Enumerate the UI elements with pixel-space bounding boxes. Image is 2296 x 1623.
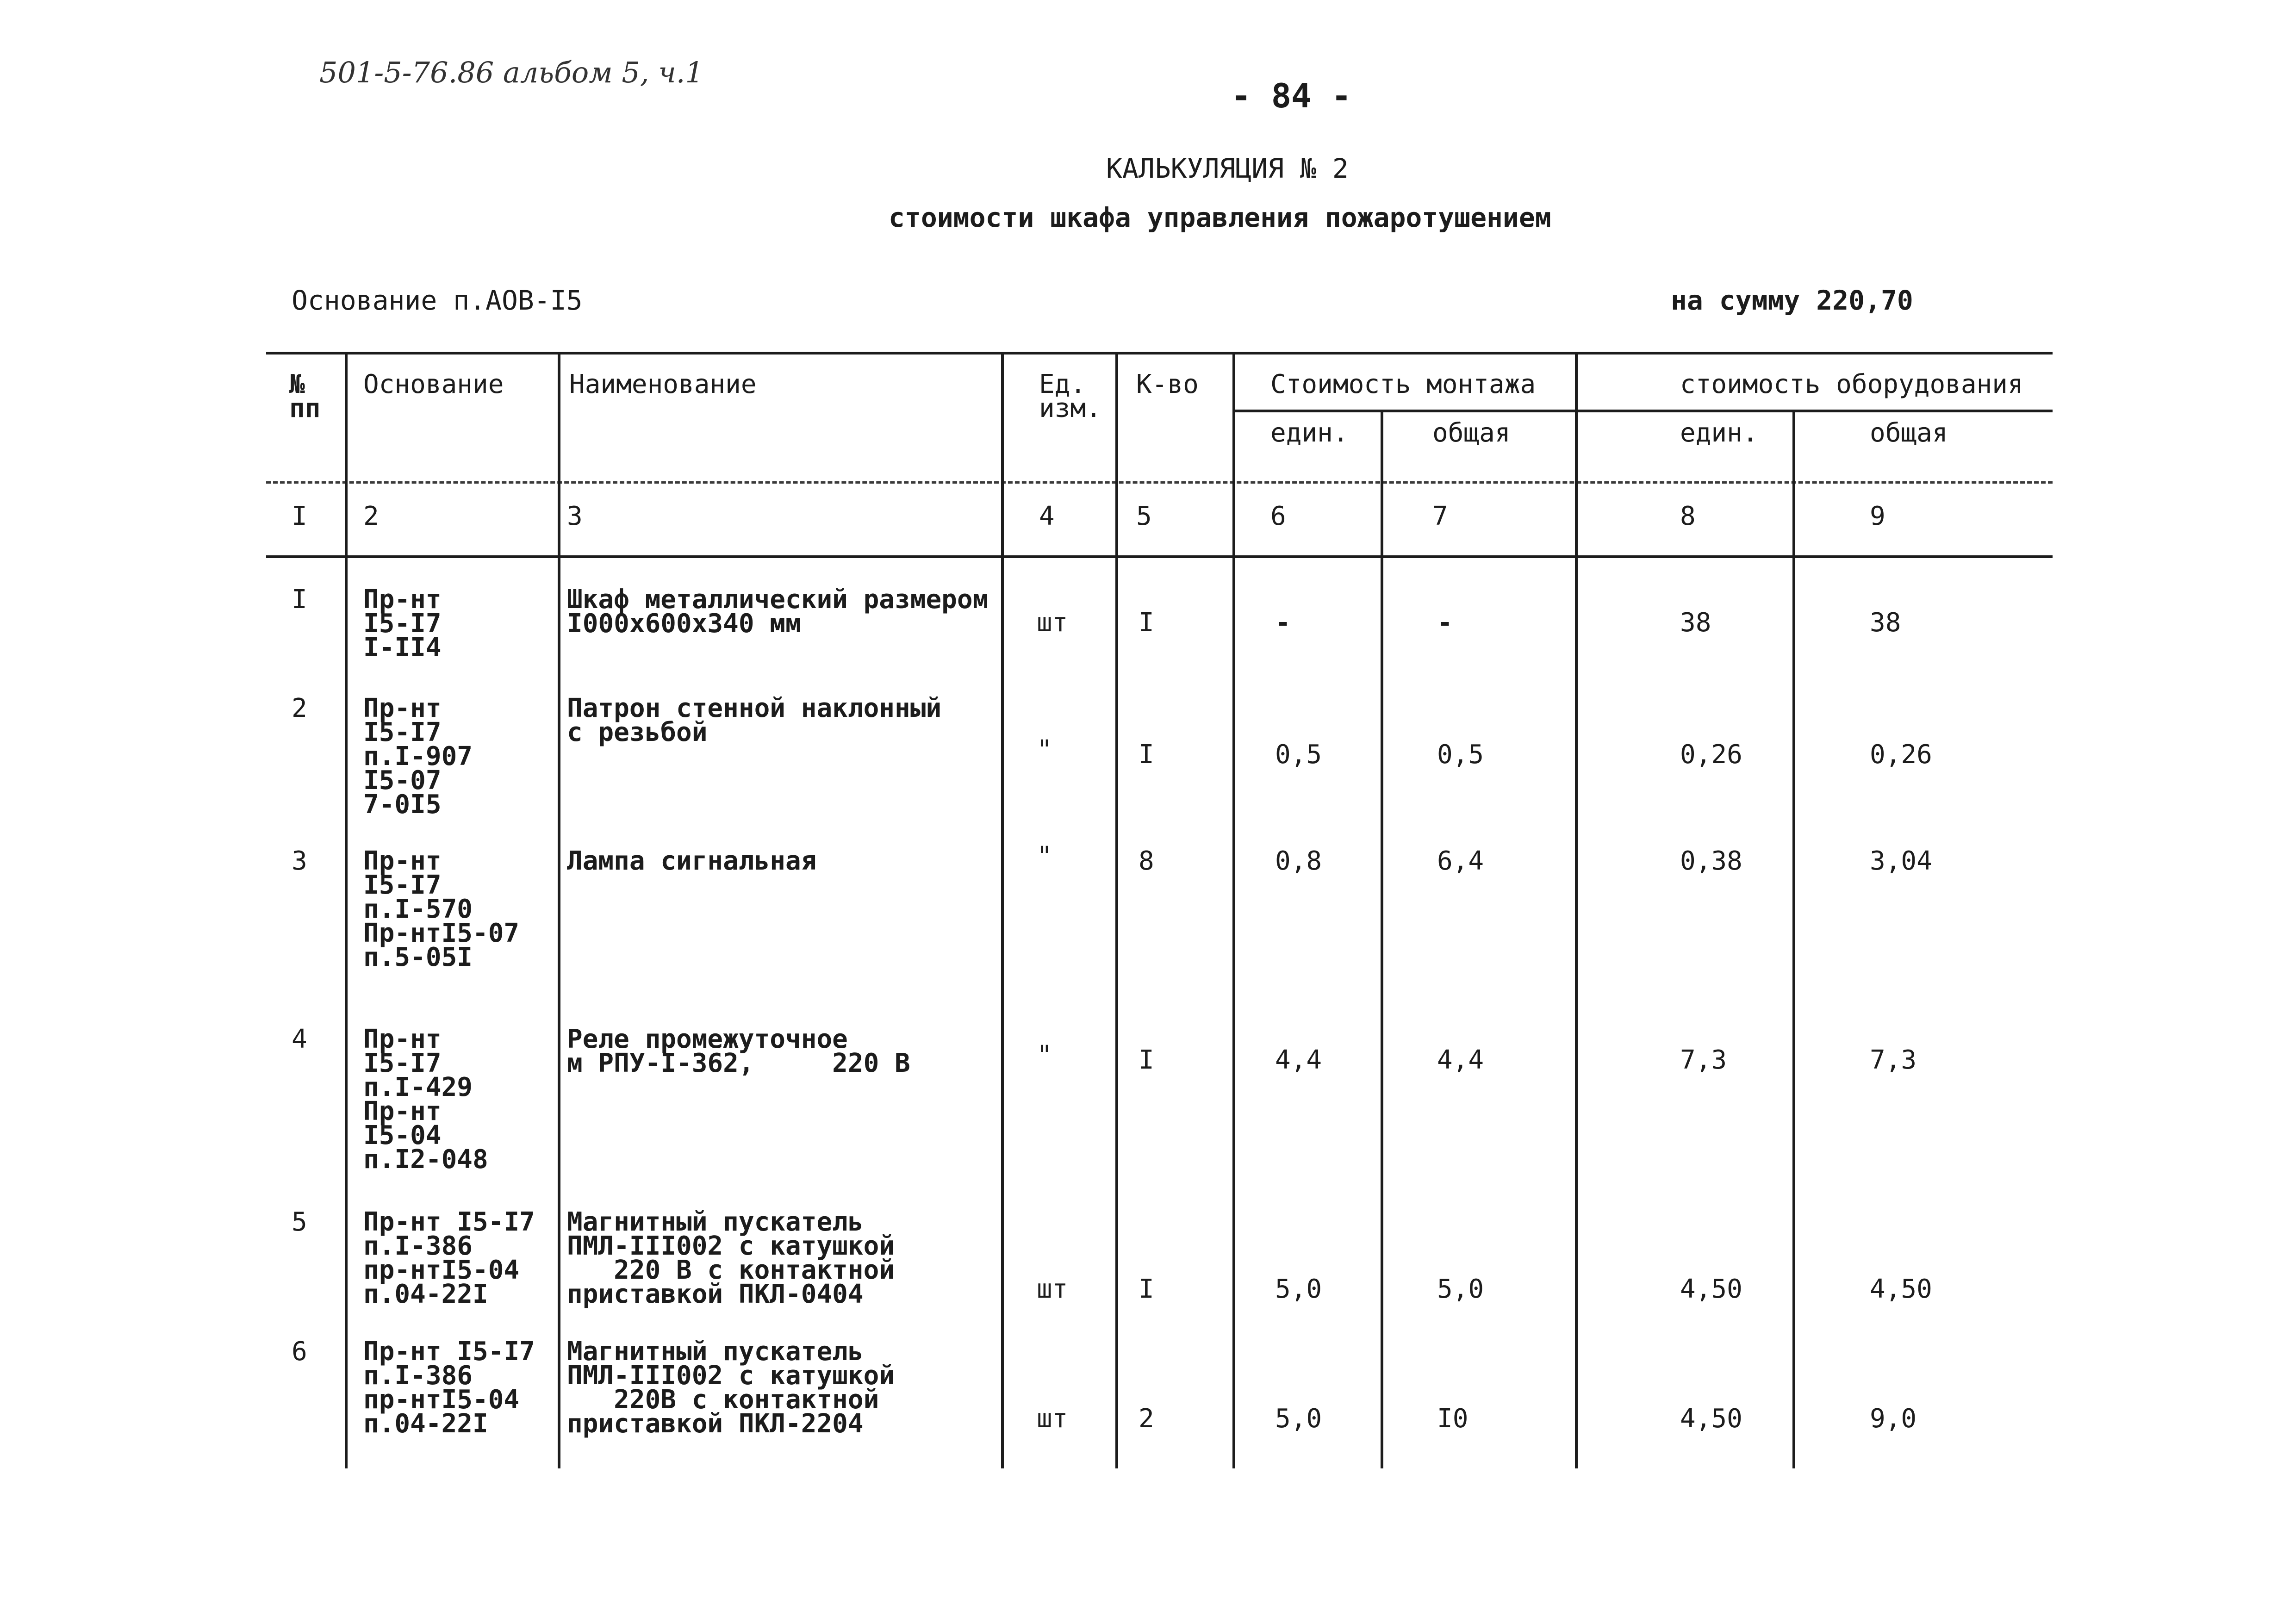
row-unit: шт	[1037, 1274, 1068, 1304]
col-border-6	[1381, 412, 1383, 1468]
col-border-3	[1001, 353, 1004, 1468]
row-equip-total: 0,26	[1870, 740, 1932, 770]
row-name: Патрон стенной наклонный с резьбой	[567, 693, 942, 747]
row-basis: Пр-нт I5-I7 п.I-570 Пр-нтI5-07 п.5-05I	[363, 846, 520, 972]
column-number: 6	[1270, 501, 1286, 531]
row-unit: "	[1037, 735, 1052, 765]
header-equip-total: общая	[1870, 418, 1948, 448]
row-unit: шт	[1037, 608, 1068, 638]
row-mount-total: I0	[1437, 1404, 1468, 1434]
row-mount-unit: 0,8	[1275, 846, 1322, 876]
column-number: I	[292, 501, 307, 531]
header-divider	[266, 481, 2053, 484]
row-basis: Пр-нт I5-I7 I-II4	[363, 585, 442, 663]
total-sum: на сумму 220,70	[1671, 285, 1913, 316]
row-mount-unit: 4,4	[1275, 1045, 1322, 1075]
row-mount-total: 4,4	[1437, 1045, 1484, 1075]
row-mount-total: 5,0	[1437, 1274, 1484, 1304]
row-equip-total: 3,04	[1870, 846, 1932, 876]
row-number: I	[292, 585, 307, 615]
col-border-4	[1115, 353, 1118, 1468]
row-number: 4	[292, 1024, 307, 1054]
col-border-2	[558, 353, 560, 1468]
row-mount-unit: -	[1275, 608, 1291, 638]
row-number: 3	[292, 846, 307, 876]
row-equip-total: 7,3	[1870, 1045, 1917, 1075]
row-mount-total: -	[1437, 608, 1453, 638]
row-mount-total: 0,5	[1437, 740, 1484, 770]
column-number: 8	[1680, 501, 1696, 531]
table-top-border	[266, 352, 2053, 354]
column-number: 2	[363, 501, 379, 531]
row-unit: "	[1037, 841, 1052, 871]
row-unit: "	[1037, 1040, 1052, 1070]
row-qty: I	[1139, 1274, 1154, 1304]
header-name: Наименование	[569, 369, 757, 399]
col-border-7	[1575, 353, 1578, 1468]
header-mount-cost: Стоимость монтажа	[1270, 369, 1536, 399]
header-mount-unit: един.	[1270, 418, 1349, 448]
row-name: Реле промежуточное м РПУ-I-362, 220 В	[567, 1024, 910, 1078]
column-number: 5	[1136, 501, 1152, 531]
handwritten-note: 501-5-76.86 альбом 5, ч.1	[319, 56, 703, 89]
row-qty: 2	[1139, 1404, 1154, 1434]
row-basis: Пр-нт I5-I7 п.I-386 пр-нтI5-04 п.04-22I	[363, 1207, 535, 1309]
row-basis: Пр-нт I5-I7 п.I-907 I5-07 7-0I5	[363, 693, 473, 820]
column-number: 7	[1432, 501, 1448, 531]
header-qty: К-во	[1136, 369, 1199, 399]
header-num: № пп	[289, 369, 321, 423]
document-title: КАЛЬКУЛЯЦИЯ № 2	[1106, 153, 1349, 184]
row-basis: Пр-нт I5-I7 п.I-429 Пр-нт I5-04 п.I2-048	[363, 1024, 488, 1175]
row-name: Лампа сигнальная	[567, 846, 817, 876]
row-equip-total: 4,50	[1870, 1274, 1932, 1304]
column-number: 3	[567, 501, 583, 531]
header-unit: Ед. изм.	[1039, 369, 1101, 423]
row-mount-unit: 5,0	[1275, 1404, 1322, 1434]
row-qty: I	[1139, 608, 1154, 638]
col-border-8	[1792, 412, 1795, 1468]
row-number: 6	[292, 1337, 307, 1367]
row-mount-unit: 0,5	[1275, 740, 1322, 770]
header-mount-total: общая	[1432, 418, 1511, 448]
header-equipment-cost: стоимость оборудования	[1680, 369, 2023, 399]
row-equip-unit: 0,38	[1680, 846, 1742, 876]
row-qty: I	[1139, 740, 1154, 770]
row-equip-unit: 38	[1680, 608, 1711, 638]
row-equip-total: 38	[1870, 608, 1901, 638]
row-mount-total: 6,4	[1437, 846, 1484, 876]
row-equip-total: 9,0	[1870, 1404, 1917, 1434]
col-border-5	[1232, 353, 1235, 1468]
row-equip-unit: 0,26	[1680, 740, 1742, 770]
row-number: 5	[292, 1207, 307, 1237]
row-name: Магнитный пускатель ПМЛ-III002 с катушкой 220В с контактной приставкой ПКЛ-2204	[567, 1337, 895, 1439]
row-number: 2	[292, 693, 307, 723]
row-qty: 8	[1139, 846, 1154, 876]
row-unit: шт	[1037, 1404, 1068, 1434]
row-equip-unit: 4,50	[1680, 1404, 1742, 1434]
row-equip-unit: 4,50	[1680, 1274, 1742, 1304]
column-number: 4	[1039, 501, 1055, 531]
row-name: Шкаф металлический размером I000х600х340 мм	[567, 585, 989, 639]
subheader-divider	[1233, 410, 2053, 412]
document-subtitle: стоимости шкафа управления пожаротушением	[889, 202, 1551, 233]
row-mount-unit: 5,0	[1275, 1274, 1322, 1304]
basis-reference: Основание п.АОВ-I5	[292, 285, 583, 316]
col-border-1	[345, 353, 348, 1468]
column-number-divider	[266, 555, 2053, 558]
row-qty: I	[1139, 1045, 1154, 1075]
row-name: Магнитный пускатель ПМЛ-III002 с катушкой 220 В с контактной приставкой ПКЛ-0404	[567, 1207, 895, 1309]
row-equip-unit: 7,3	[1680, 1045, 1727, 1075]
column-number: 9	[1870, 501, 1885, 531]
header-equip-unit: един.	[1680, 418, 1758, 448]
header-basis: Основание	[363, 369, 504, 399]
row-basis: Пр-нт I5-I7 п.I-386 пр-нтI5-04 п.04-22I	[363, 1337, 535, 1439]
page-number: - 84 -	[1231, 76, 1352, 115]
